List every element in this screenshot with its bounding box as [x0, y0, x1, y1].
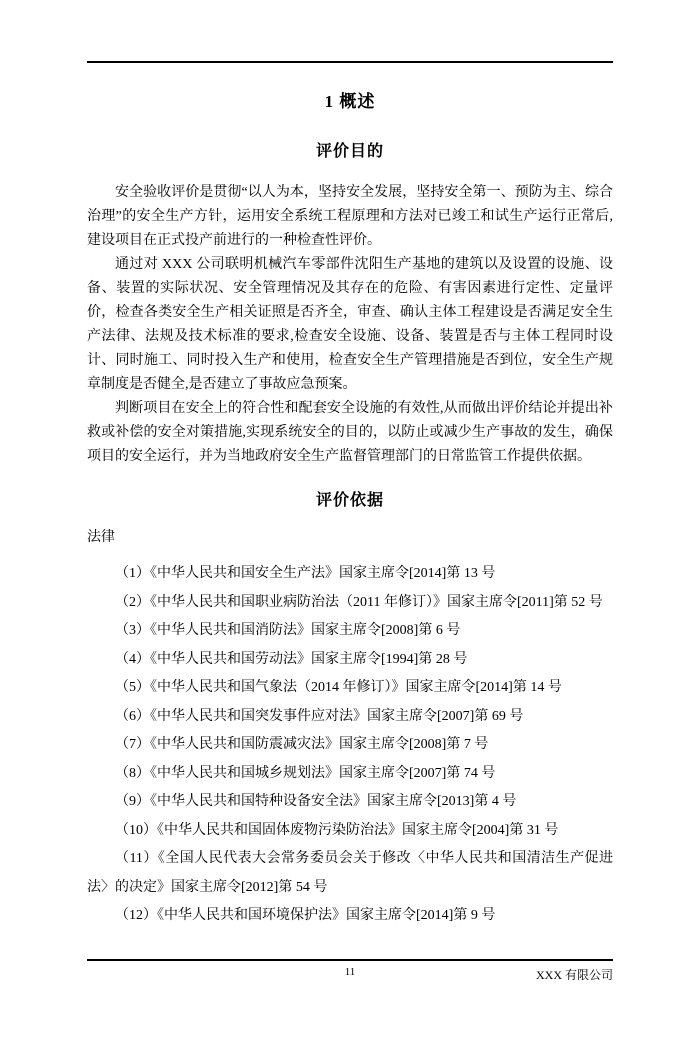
law-item: （8）《中华人民共和国城乡规划法》国家主席令[2007]第 74 号 [115, 765, 496, 781]
chapter-title: 1 概述 [324, 92, 376, 111]
law-item: （1）《中华人民共和国安全生产法》国家主席令[2014]第 13 号 [115, 566, 496, 581]
law-item: （7）《中华人民共和国防震减灾法》国家主席令[2008]第 7 号 [115, 737, 489, 752]
law-item: （6）《中华人民共和国突发事件应对法》国家主席令[2007]第 69 号 [115, 708, 524, 724]
law-item: （11）《全国人民代表大会常务委员会关于修改〈中华人民共和国清洁生产促进法〉的决定》国家主席令[2012]第 54 号 [87, 851, 613, 895]
page-footer [87, 959, 613, 982]
law-item: （12）《中华人民共和国环境保护法》国家主席令[2014]第 9 号 [115, 908, 496, 923]
header-rule [87, 61, 613, 63]
purpose-paragraph: 判断项目在安全上的符合性和配套安全设施的有效性,从而做出评价结论并提出补救或补偿的安全对策措施,实现系统安全的目的，以防止或减少生产事故的发生，确保项目的安全运行，并为当地政府安全生产监督管理部门的日常监管工作提供依据。 [87, 401, 613, 464]
purpose-heading: 评价目的 [315, 143, 384, 160]
law-item: （9）《中华人民共和国特种设备安全法》国家主席令[2013]第 4 号 [115, 794, 517, 809]
purpose-paragraph: 通过对 XXX 公司联明机械汽车零部件沈阳生产基地的建筑以及设置的设施、设备、装置的实际状况、安全管理情况及其存在的危险、有害因素进行定性、定量评价，检查各类安全生产相关证照是否齐全，审查、确认主体工程建设是否满足安全生产法律、法规及技术标准的要求,检查安全设施、设备、装置是否与主体工程同时设计、同时施工、同时投入生产和使用，检查安全生产管理措施是否到位，安全生产规章制度是否健全,是否建立了事故应急预案。 [87, 257, 613, 392]
purpose-body [87, 181, 613, 469]
law-item: （5）《中华人民共和国气象法（2014 年修订）》国家主席令[2014]第 14 号 [115, 680, 562, 695]
footer-rule [87, 959, 613, 961]
document-page [0, 61, 700, 1051]
laws-category-heading: 法律 [87, 530, 115, 545]
law-list [87, 560, 613, 931]
law-item: （3）《中华人民共和国消防法》国家主席令[2008]第 6 号 [115, 623, 461, 638]
footer-row [87, 966, 613, 982]
page-number: 11 [344, 966, 356, 978]
company-name: XXX 有限公司 [536, 968, 613, 982]
law-item: （2）《中华人民共和国职业病防治法（2011 年修订）》国家主席令[2011]第 52 号 [115, 594, 603, 610]
purpose-paragraph: 安全验收评价是贯彻“以人为本，坚持安全发展，坚持安全第一、预防为主、综合治理”的安全生产方针，运用安全系统工程原理和方法对已竣工和试生产运行正常后,建设项目在正式投产前进行的一种检查性评价。 [87, 185, 613, 248]
law-item: （4）《中华人民共和国劳动法》国家主席令[1994]第 28 号 [115, 651, 468, 667]
law-item: （10）《中华人民共和国固体废物污染防治法》国家主席令[2004]第 31 号 [115, 822, 559, 838]
basis-heading: 评价依据 [315, 492, 384, 509]
